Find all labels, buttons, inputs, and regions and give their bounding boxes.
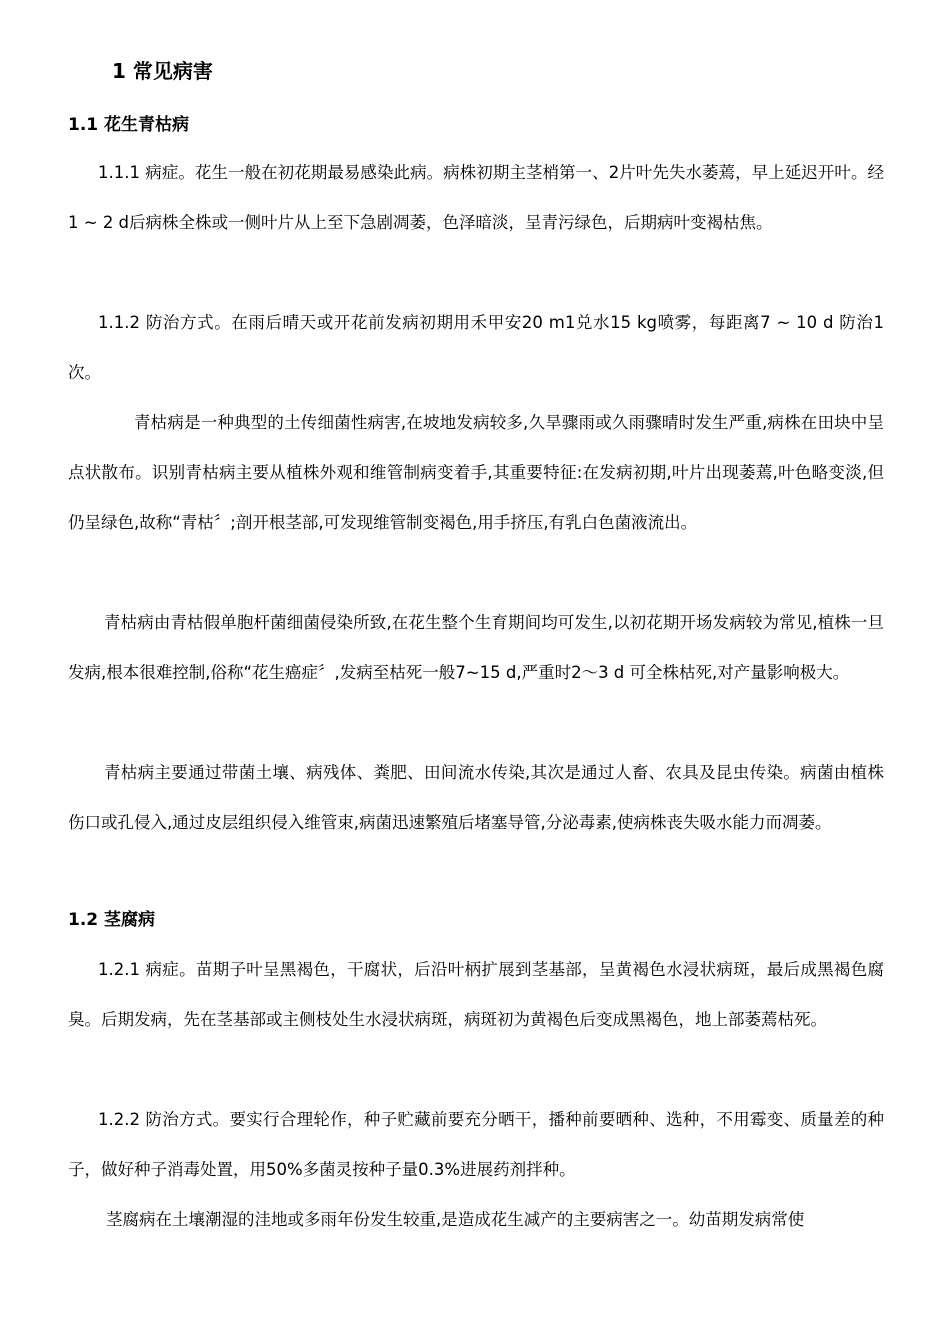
section-heading-peanut-bacterial-wilt: 1.1 花生青枯病 [68,115,190,135]
paragraph-1-1-2-control: 1.1.2 防治方式。在雨后晴天或开花前发病初期用禾甲安20 m1兑水15 kg喷雾，每距离7 ~ 10 d 防治1次。 [68,313,884,382]
section-heading-stem-rot: 1.2 茎腐病 [68,910,156,930]
paragraph-wilt-cause: 青枯病由青枯假单胞杆菌细菌侵染所致,在花生整个生育期间均可发生,以初花期开场发病较为常见,植株一旦发病,根本很难控制,俗称“花生癌症〞,发病至枯死一般7~15 d,严重时2～3 d 可全株枯死,对产量影响极大。 [68,613,884,682]
paragraph-stem-rot-description: 茎腐病在土壤潮湿的洼地或多雨年份发生较重,是造成花生减产的主要病害之一。幼苗期发病常使 [106,1210,805,1229]
paragraph-wilt-description: 青枯病是一种典型的土传细菌性病害,在坡地发病较多,久旱骤雨或久雨骤晴时发生严重,病株在田块中呈点状散布。识别青枯病主要从植株外观和维管制病变着手,其重要特征:在发病初期,叶片出现萎蔫,叶色略变淡,但仍呈绿色,故称“青枯〞;剖开根茎部,可发现维管制变褐色,用手挤压,有乳白色菌液流出。 [68,413,884,532]
chapter-heading: 1 常见病害 [112,59,213,83]
paragraph-wilt-transmission: 青枯病主要通过带菌土壤、病残体、粪肥、田间流水传染,其次是通过人畜、农具及昆虫传染。病菌由植株伤口或孔侵入,通过皮层组织侵入维管束,病菌迅速繁殖后堵塞导管,分泌毒素,使病株丧失吸水能力而凋萎。 [68,763,884,832]
paragraph-1-2-1-symptoms: 1.2.1 病症。苗期子叶呈黑褐色，干腐状，后沿叶柄扩展到茎基部，呈黄褐色水浸状病斑，最后成黑褐色腐臭。后期发病，先在茎基部或主侧枝处生水浸状病斑，病斑初为黄褐色后变成黑褐色，地上部萎蔫枯死。 [68,960,884,1029]
paragraph-1-2-2-control: 1.2.2 防治方式。要实行合理轮作，种子贮藏前要充分晒干，播种前要晒种、选种，不用霉变、质量差的种子，做好种子消毒处置，用50%多菌灵按种子量0.3%进展药剂拌种。 [68,1110,884,1179]
paragraph-1-1-1-symptoms: 1.1.1 病症。花生一般在初花期最易感染此病。病株初期主茎梢第一、2片叶先失水萎蔫，早上延迟开叶。经1 ~ 2 d后病株全株或一侧叶片从上至下急剧凋萎，色泽暗淡，呈青污绿色，后期病叶变褐枯焦。 [68,163,884,232]
